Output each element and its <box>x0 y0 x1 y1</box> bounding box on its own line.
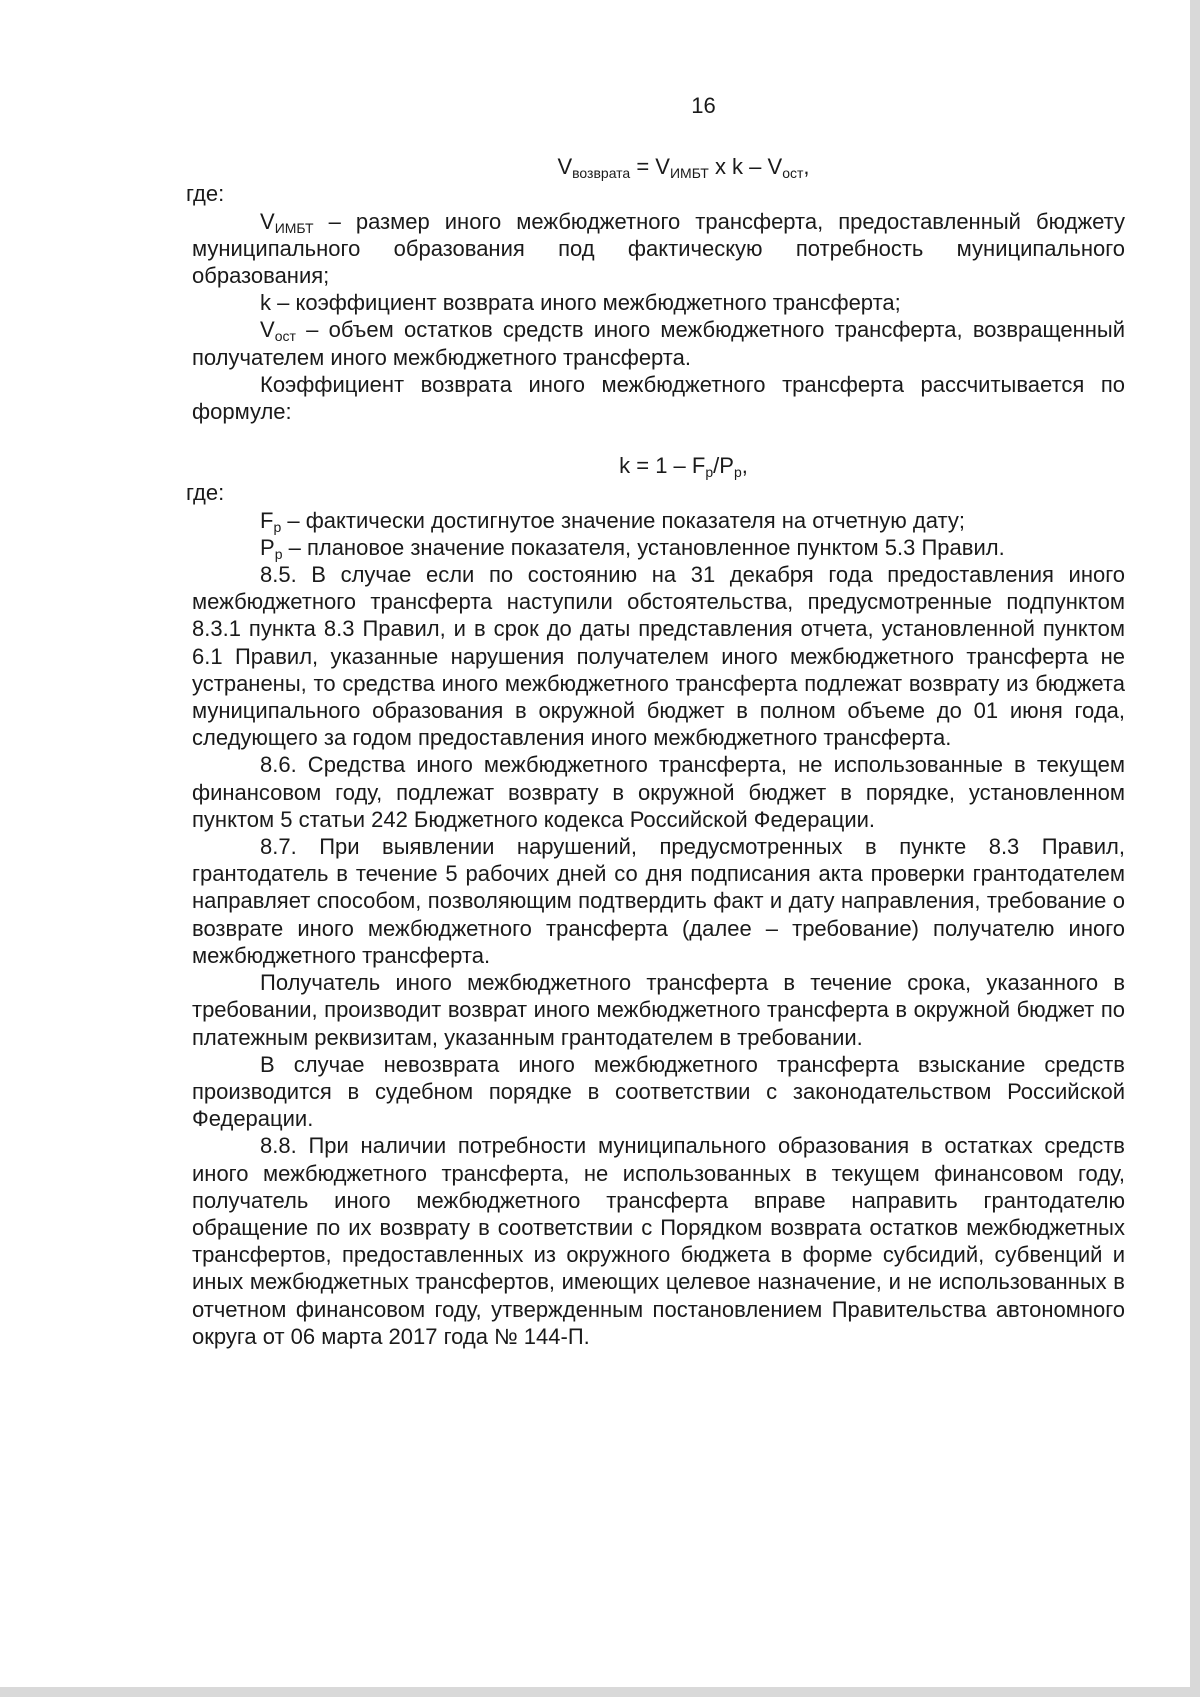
definition-vost: $V_{ост}$ – объем остатков средств иного межбюджетного трансферта, возвращенный получателем иного межбюджетного трансферта. <box>192 317 1125 370</box>
page-number: 16 <box>691 93 716 118</box>
document-page <box>186 92 1125 1350</box>
where-label-2: где: <box>186 480 225 506</box>
page-edge-bottom <box>0 1687 1200 1697</box>
formula-coefficient: $k = 1 - F_p/P_p$, <box>619 453 748 481</box>
definition-vimbt: $V_{ИМБТ}$ – размер иного межбюджетного трансферта, предоставленный бюджету муниципального образования под фактическую потребность муниципального образования; <box>192 208 1125 289</box>
definition-k: k – коэффициент возврата иного межбюджетного трансферта; <box>260 290 901 316</box>
paragraph-non-return: В случае невозврата иного межбюджетного трансферта взыскание средств производится в судебном порядке в соответствии с законодательством Российской Федерации. <box>192 1051 1125 1132</box>
paragraph-8-8: 8.8. При наличии потребности муниципального образования в остатках средств иного межбюджетного трансферта, не использованных в текущем финансовом году, получатель иного межбюджетного трансферта вправе направить грантодателю обращение по их возврату в соответствии с Порядком возврата остатков межбюджетных трансфертов, предоставленных из окружного бюджета в форме субсидий, субвенций и иных межбюджетных трансфертов, имеющих целевое назначение, и не использованных в отчетном финансовом году, утвержденным постановлением Правительства автономного округа от 06 марта 2017 года № 144-П. <box>192 1133 1125 1349</box>
paragraph-8-6: 8.6. Средства иного межбюджетного трансферта, не использованные в текущем финансовом году, подлежат возврату в окружной бюджет в порядке, установленном пунктом 5 статьи 242 Бюджетного кодекса Российской Федерации. <box>192 752 1125 832</box>
formula-return-volume: $V_{возврата} = V_{ИМБТ}$ x k – $V_{ост}$, <box>557 154 810 182</box>
page-edge-right <box>1190 0 1200 1697</box>
definition-pp: $P_p$ – плановое значение показателя, установленное пунктом 5.3 Правил. <box>260 534 1005 562</box>
paragraph-8-5: 8.5. В случае если по состоянию на 31 декабря года предоставления иного межбюджетного трансферта наступили обстоятельства, предусмотренные подпунктом 8.3.1 пункта 8.3 Правил, и в срок до даты представления отчета, установленной пунктом 6.1 Правил, указанные нарушения получателем иного межбюджетного трансферта не устранены, то средства иного межбюджетного трансферта подлежат возврату из бюджета муниципального образования в окружной бюджет в полном объеме до 01 июня года, следующего за годом предоставления иного межбюджетного трансферта. <box>192 562 1125 751</box>
where-label: где: <box>186 181 225 207</box>
paragraph-recipient-return: Получатель иного межбюджетного трансферта в течение срока, указанного в требовании, производит возврат иного межбюджетного трансферта в окружной бюджет по платежным реквизитам, указанным грантодателем в требовании. <box>192 970 1125 1050</box>
paragraph-8-7: 8.7. При выявлении нарушений, предусмотренных в пункте 8.3 Правил, грантодатель в течение 5 рабочих дней со дня подписания акта проверки грантодателем направляет способом, позволяющим подтвердить факт и дату направления, требование о возврате иного межбюджетного трансферта (далее – требование) получателю иного межбюджетного трансферта. <box>192 834 1125 968</box>
coefficient-intro: Коэффициент возврата иного межбюджетного трансферта рассчитывается по формуле: <box>192 371 1125 425</box>
definition-fp: $F_p$ – фактически достигнутое значение показателя на отчетную дату; <box>260 507 965 535</box>
